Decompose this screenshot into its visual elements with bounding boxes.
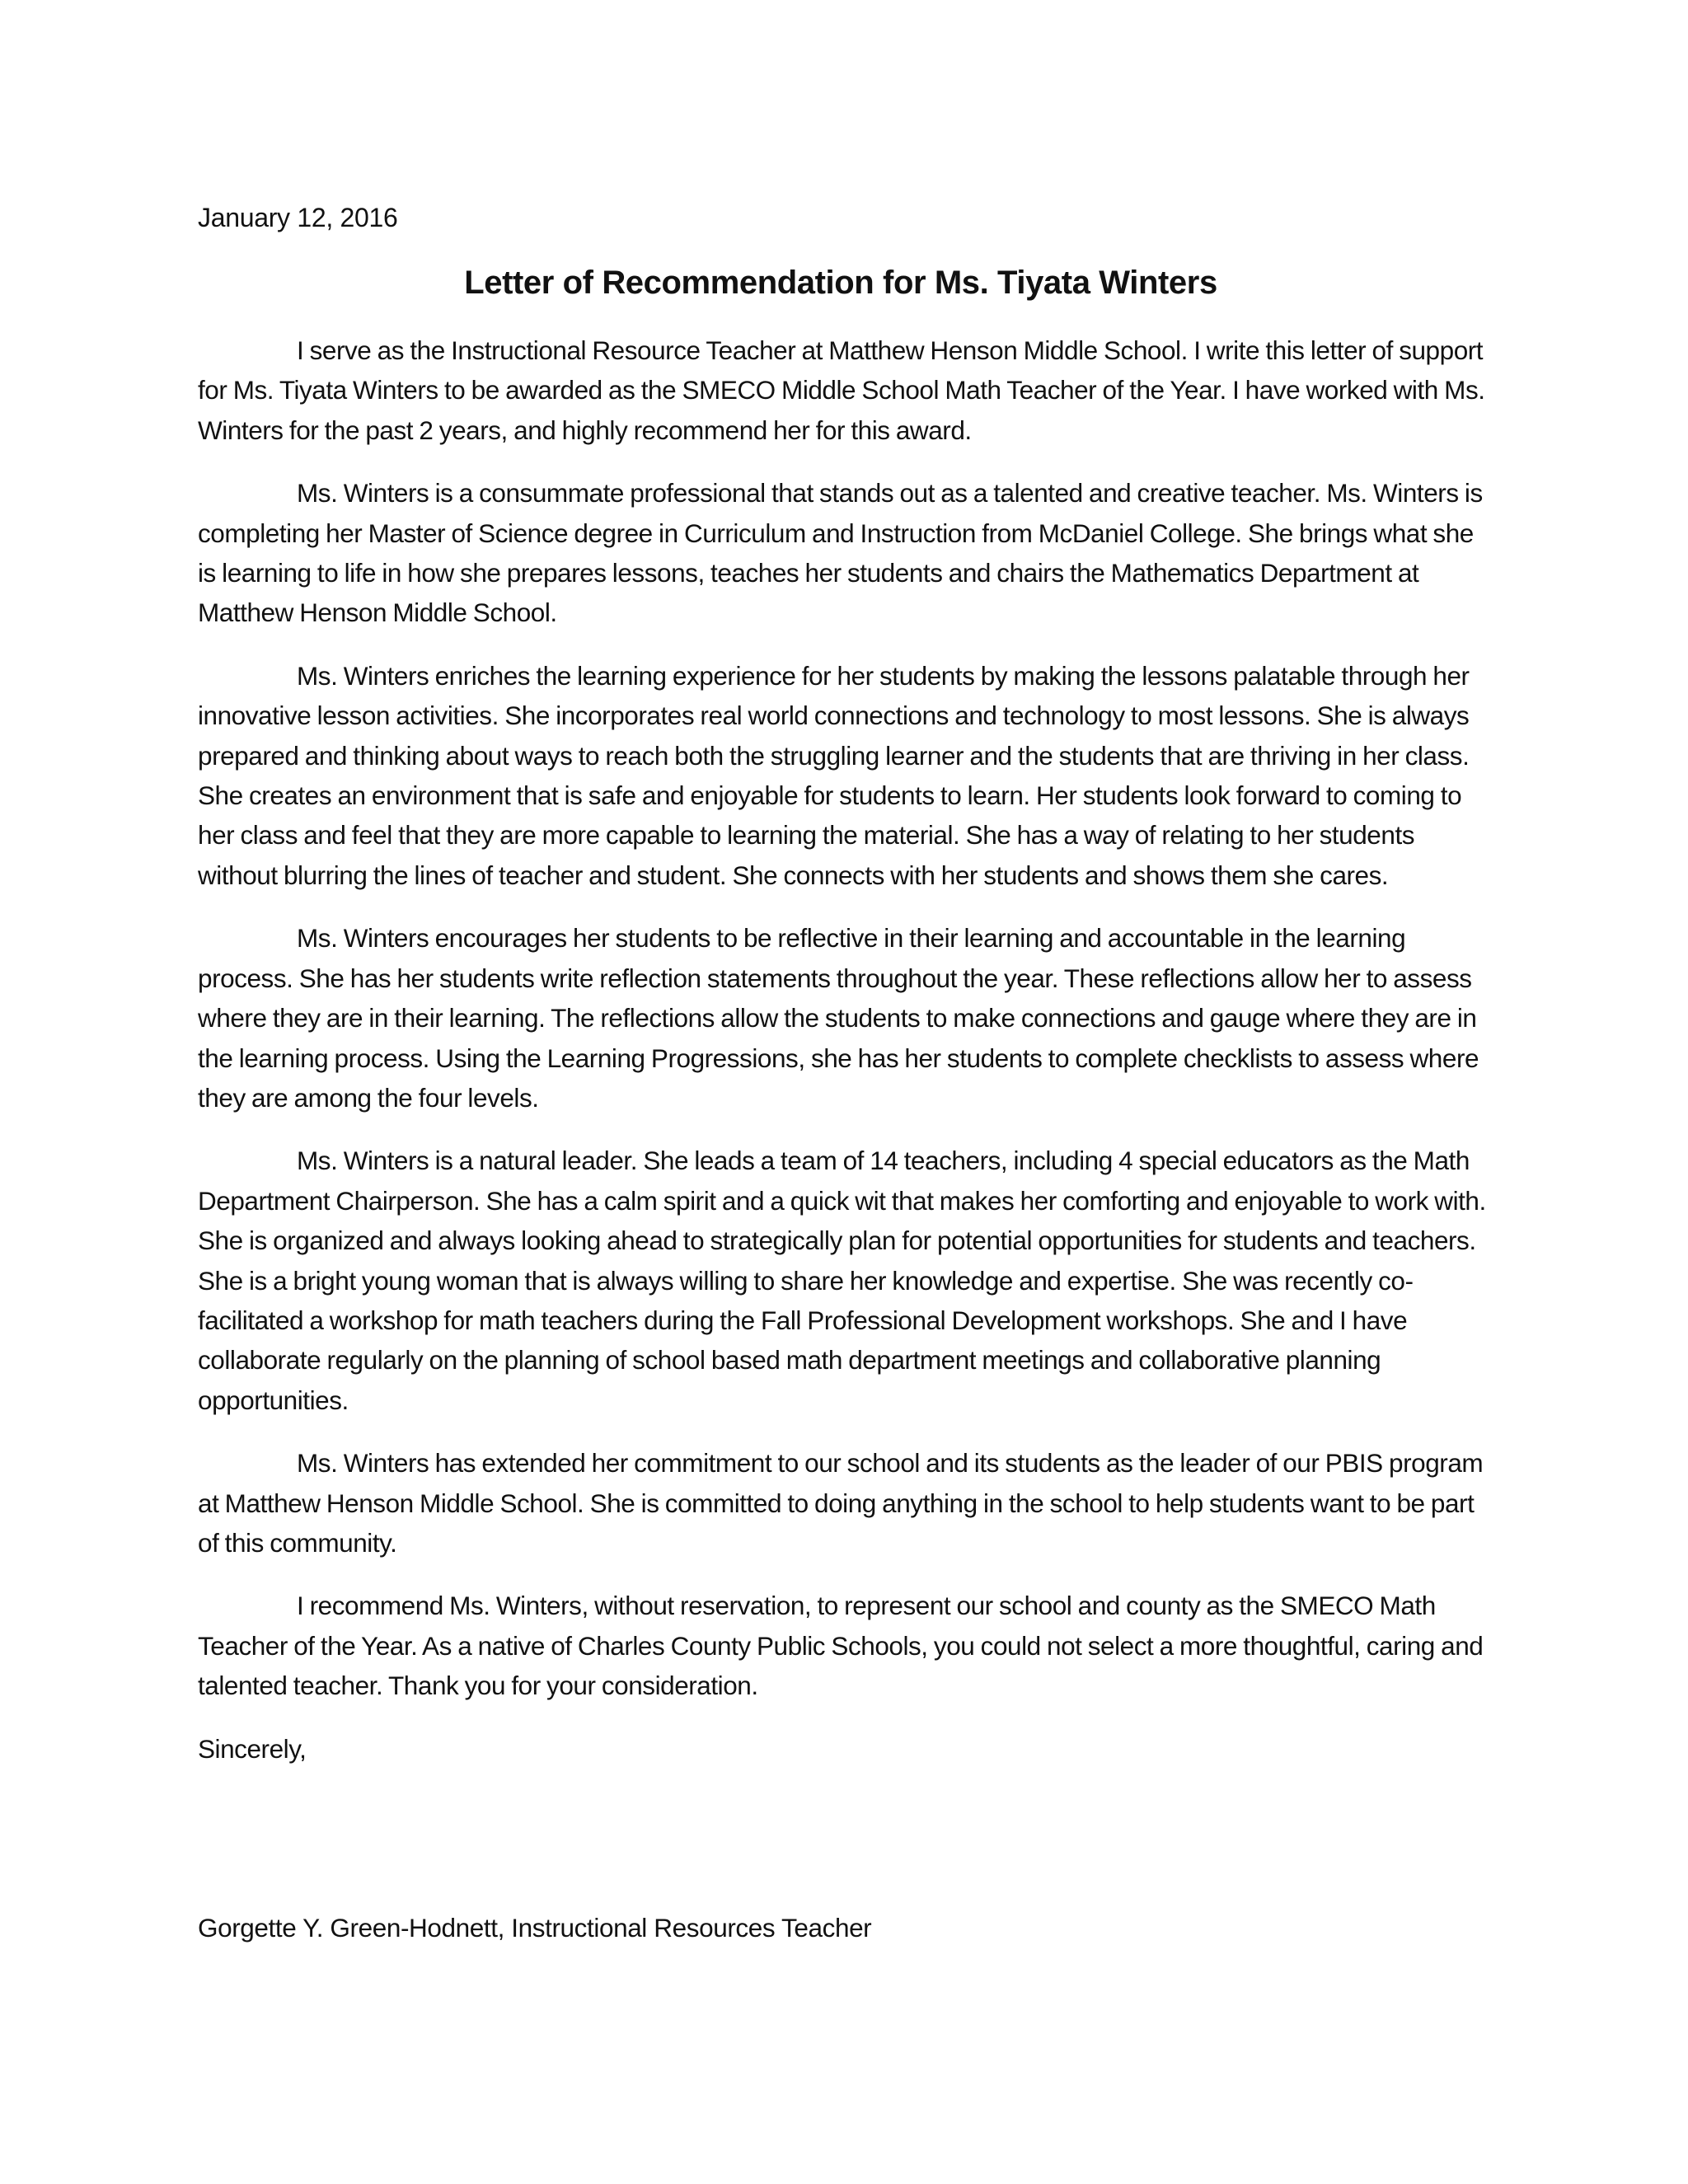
paragraph-reflection: Ms. Winters encourages her students to be reflective in their learning and accountable in the learning process. She has her students write reflection statements throughout the year. These reflections allow her to assess where they are in their learning. The reflections allow the students to make connections and gauge where they are in the learning process. Using the Learning Progressions, she has her students to complete checklists to assess where they are among the four levels. xyxy=(198,923,1479,1113)
paragraph-commitment: Ms. Winters has extended her commitment to our school and its students as the leader of our PBIS program at Matthew Henson Middle School. She is committed to doing anything in the school to help students want to be part of this community. xyxy=(198,1448,1484,1558)
letter-title: Letter of Recommendation for Ms. Tiyata Winters xyxy=(464,265,1217,301)
paragraph-introduction: I serve as the Instructional Resource Teacher at Matthew Henson Middle School. I write this letter of support for Ms. Tiyata Winters to be awarded as the SMECO Middle School Math Teacher of the Year. I have worked with Ms. Winters for the past 2 years, and highly recommend her for this award. xyxy=(198,335,1485,445)
paragraph-recommendation: I recommend Ms. Winters, without reservation, to represent our school and county as the SMECO Math Teacher of the Year. As a native of Charles County Public Schools, you could not select a more thoughtful, caring and talented teacher. Thank you for your consideration. xyxy=(198,1591,1484,1701)
letter-closing: Sincerely, xyxy=(198,1733,307,1764)
paragraph-leadership: Ms. Winters is a natural leader. She leads a team of 14 teachers, including 4 special educators as the Math Department Chairperson. She has a calm spirit and a quick wit that makes her comforting and enjoyable to work with. She is organized and always looking ahead to strategically plan for potential opportunities for students and teachers. She is a bright young woman that is always willing to share her knowledge and expertise. She was recently co-facilitated a workshop for math teachers during the Fall Professional Development workshops. She and I have collaborate regularly on the planning of school based math department meetings and collaborative planning opportunities. xyxy=(198,1146,1486,1415)
paragraph-professional: Ms. Winters is a consummate professional that stands out as a talented and creative teacher. Ms. Winters is completing her Master of Science degree in Curriculum and Instruction from McDaniel College. She brings what she is learning to life in how she prepares lessons, teaches her students and chairs the Mathematics Department at Matthew Henson Middle School. xyxy=(198,478,1483,628)
letter-body xyxy=(198,330,1492,1769)
letter-date: January 12, 2016 xyxy=(198,203,398,232)
paragraph-enrichment: Ms. Winters enriches the learning experience for her students by making the lessons palatable through her innovative lesson activities. She incorporates real world connections and technology to most lessons. She is always prepared and thinking about ways to reach both the struggling learner and the students that are thriving in her class. She creates an environment that is safe and enjoyable for students to learn. Her students look forward to coming to her class and feel that they are more capable to learning the material. She has a way of relating to her students without blurring the lines of teacher and student. She connects with her students and shows them she cares. xyxy=(198,660,1470,890)
letter-signature: Gorgette Y. Green-Hodnett, Instructional Resources Teacher xyxy=(198,1913,872,1943)
